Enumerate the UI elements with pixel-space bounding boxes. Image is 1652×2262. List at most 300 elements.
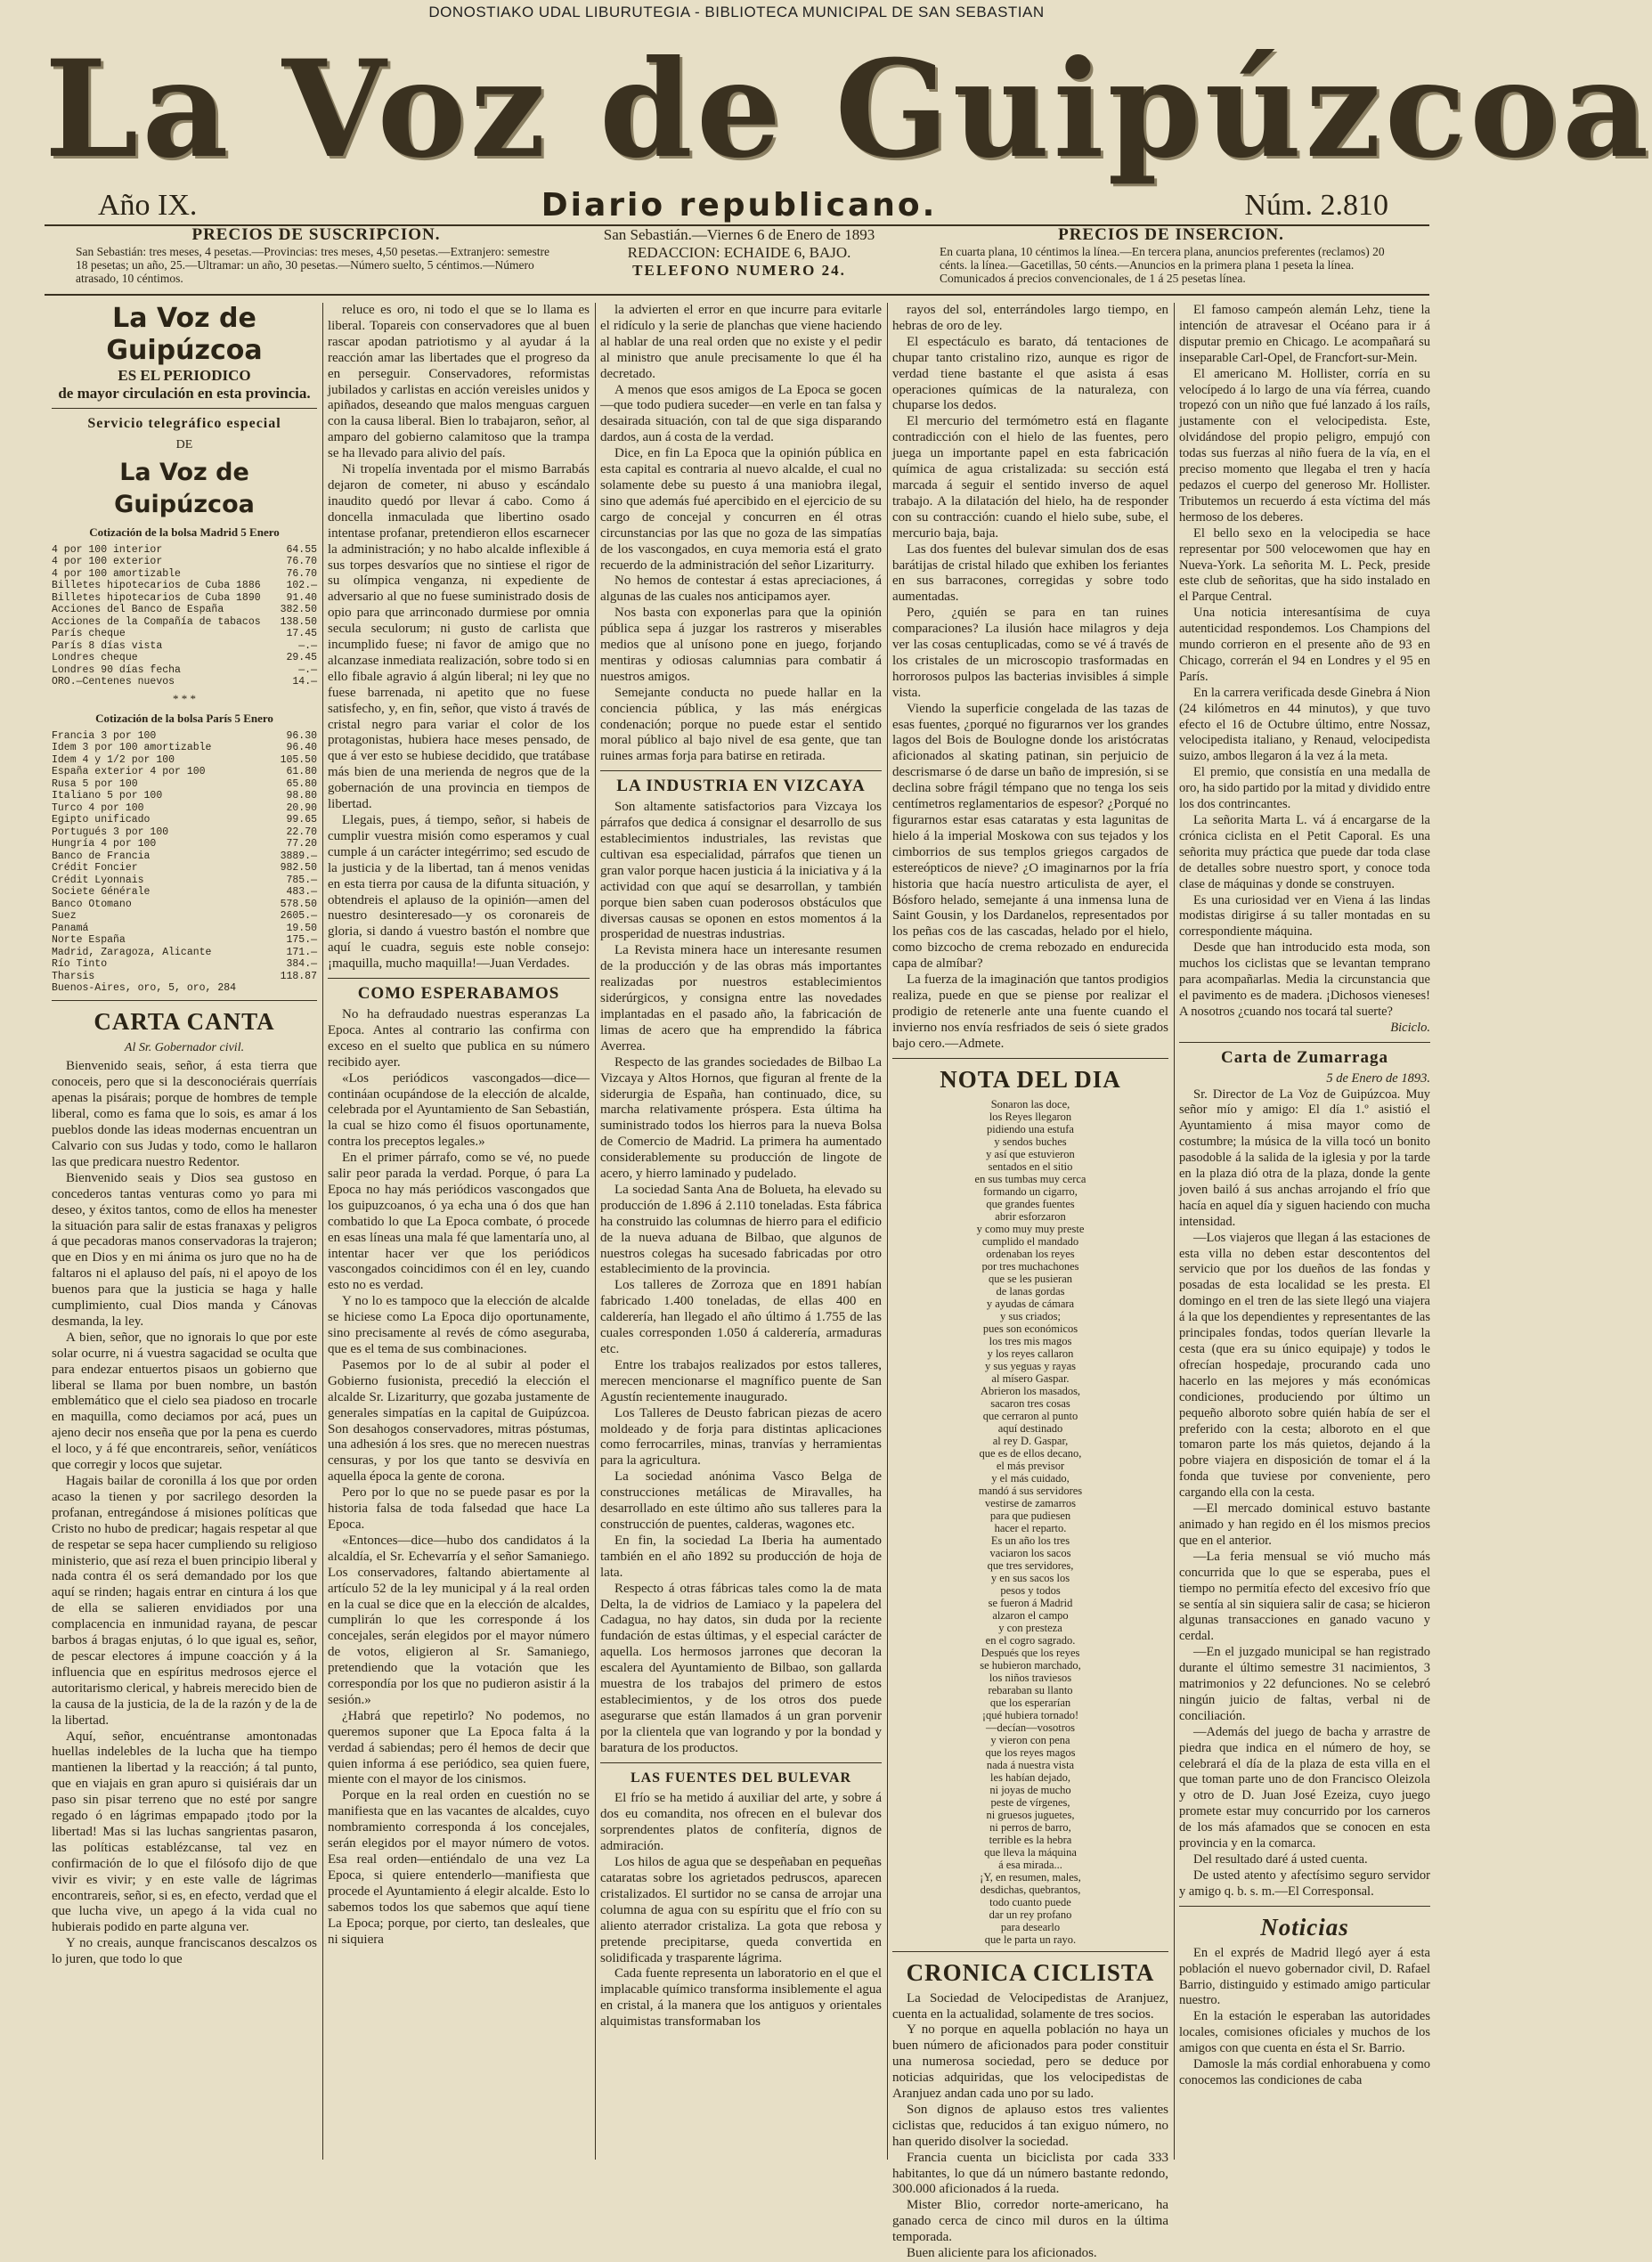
market-row: [52, 730, 317, 743]
market-value: 102.—: [286, 580, 317, 592]
paragraph: pues son económicos: [982, 1322, 1078, 1335]
paris-market-table: [52, 730, 317, 995]
market-value: 982.50: [280, 862, 317, 875]
market-value: 17.45: [286, 628, 317, 640]
paragraph: Después que los reyes: [981, 1646, 1080, 1659]
paragraph: Respecto de las grandes sociedades de Bilbao La Vizcaya y Altos Hornos, que figuran al frente de la siderurgia de España, han continuado, dice, su marcha relativamente próspera. Esta última ha suministrado todos los hierros para la nueva Bolsa de Comercio de Madrid. La primera ha aumentado considerablemente su producción de lingote de acero, y hierro laminado y pudelado.: [600, 1054, 882, 1182]
paragraph: y con presteza: [998, 1621, 1062, 1634]
market-row: [52, 766, 317, 778]
paragraph: aquí destinado: [997, 1421, 1063, 1435]
market-label: Norte España: [52, 934, 126, 947]
market-label: ORO.—Centenes nuevos: [52, 676, 175, 688]
paragraph: Es una curiosidad ver en Viena á las lindas modistas dirigirse á su taller montadas en su correspondiente máquina.: [1179, 892, 1430, 940]
paragraph: desdichas, quebrantos,: [980, 1883, 1081, 1896]
market-label: Banco Otomano: [52, 898, 132, 910]
market-row: [52, 875, 317, 887]
market-label: París 8 días vista: [52, 639, 163, 652]
industria-title: LA INDUSTRIA EN VIZCAYA: [616, 777, 866, 796]
market-row: [52, 838, 317, 850]
paragraph: En la carrera verificada desde Ginebra á Nion (24 kilómetros en 44 minutos), y que tuvo efecto el 16 de Octubre último, entre Nossaz, velocipedista italiano, y Renaud, velocipedista suizo, ambos llegaron á la vez á la meta.: [1179, 685, 1430, 764]
masthead-subtitle: Diario republicano.: [541, 187, 938, 224]
divider: [328, 978, 590, 979]
paragraph: Bienvenido seais, señor, á esta tierra que conoceis, pero que si la desconociérais querríais apenas la pisárais; porque de hombres de temple liberal, como es fama que lo sois, es amar á los pueblos donde las ideas modernas encuentran un Calvario con sus Judas y todo, como le hallaron las que predicara nuestro Redentor.: [52, 1059, 317, 1169]
paragraph: los tres mis magos: [989, 1334, 1072, 1347]
paragraph: De usted atento y afectísimo seguro servidor y amigo q. b. s. m.—El Corresponsal.: [1179, 1867, 1430, 1899]
market-row: [52, 628, 317, 640]
paragraph: A menos que esos amigos de La Epoca se gocen—que todo pudiera suceder—en verle en tan falsa y desairada situación, con tal de que siga disparando dardos, aun á costa de la verdad.: [600, 382, 882, 445]
divider: [1179, 1906, 1430, 1907]
market-label: Billetes hipotecarios de Cuba 1890: [52, 591, 261, 604]
redaccion-address: REDACCION: ECHAIDE 6, BAJO.: [627, 244, 851, 261]
paragraph: —El mercado dominical estuvo bastante animado y han regido en él los mismos precios que en el anterior.: [1179, 1501, 1430, 1548]
paragraph: y ayudas de cámara: [986, 1297, 1075, 1310]
market-label: 4 por 100 exterior: [52, 556, 163, 568]
insertion-text: En cuarta plana, 10 céntimos la línea.—En tercera plana, anuncios preferentes (reclamos) 20 cénts. la línea.—Gacetillas, 50 cénts.—Anuncios en la primera plana 1 peseta la línea. Comunicados á precios convencionales, de 1 á 25 pesetas línea.: [940, 245, 1385, 285]
market-row: [52, 958, 317, 971]
paragraph: que le parta un rayo.: [984, 1932, 1077, 1946]
paragraph: —Los viajeros que llegan á las estaciones de esta villa no deben estar descontentos del servicio que por los dueños de las fondas y posadas de esta localidad se les presta. El domingo en el tren de las siete llegó una viajera á la que los dependientes y representantes de las principales fondas, todos querían llevarle la cesta (que era su único equipaje) y todos le ofrecían hospedaje, procurando cada uno hacerlo en las mejores y más económicas condiciones, produciendo por último un pequeño alboroto sobre quién había de ser el preferido con la cesta; alboroto en el que tomaron parte los más quietos, dejando á la pobre viajera en disposición de tomar el á la fonda que tuviese por conveniente, pero cargando ella con la cesta.: [1179, 1230, 1430, 1501]
market-value: 77.20: [286, 838, 317, 850]
paragraph: Los Talleres de Deusto fabrican piezas de acero moldeado y de forja para distintas aplicaciones como ferrocarriles, minas, tranvías y herramientas para la agricultura.: [600, 1405, 882, 1469]
market-value: 14.—: [292, 676, 317, 688]
market-row: [52, 742, 317, 754]
carta-canta-title: CARTA CANTA: [94, 1007, 275, 1035]
fuentes-continued: [892, 303, 1168, 1053]
market-label: Madrid, Zaragoza, Alicante: [52, 946, 212, 958]
market-label: 4 por 100 amortizable: [52, 567, 181, 580]
market-row: [52, 790, 317, 802]
paragraph: Cada fuente representa un laboratorio en el que el implacable químico transforma insiblemente el agua en cristal, á la manera que los antiguos y orientales alquimistas transformaban los: [600, 1966, 882, 2030]
market-label: Buenos-Aires, oro, 5, oro, 284: [52, 982, 237, 995]
paragraph: Aquí, señor, encuéntranse amontonadas huellas indelebles de la lucha que ha tiempo mantienen la libertad y la reacción; á tal punto, que en viajais en gran apuro si quisiérais dar un paso sin pisar terreno que no esté por sangre regado ó en lágrimas empapado ¡todo por la libertad! Mas si las luchas sangrientas pasaron, las políticas establézcanse, tal vez en confirmación de lo que el filósofo dijo de que vivir es vivir; y en este valle de lágrimas encontrareis, señor, si es, en efecto, verdad que el que lucha vive, un apego á la vida cual no hubierais podido en parte alguna ver.: [52, 1729, 317, 1935]
paragraph: Dice, en fin La Epoca que la opinión pública en esta capital es contraria al nuevo alcalde, el cual no solamente debe su puesto á una maniobra ilegal, sino que además fué apercibido en el ejercicio de su cargo de concejal y concurren en él otras circunstancias por las que no goza de las simpatías de los vascongados, en cuya memoria está el grato recuerdo de la administración del señor Lizariturry.: [600, 446, 882, 573]
paragraph: nada á nuestra vista: [986, 1758, 1075, 1771]
paragraph: sentados en el sitio: [988, 1159, 1073, 1173]
market-label: Londres 90 días fecha: [52, 663, 181, 676]
paragraph: El premio, que consistía en una medalla de oro, ha sido partido por la mitad y dividido entre los dos contrincantes.: [1179, 765, 1430, 812]
place-date: San Sebastián.—Viernes 6 de Enero de 1893: [603, 226, 875, 243]
paragraph: Francia cuenta un biciclista por cada 333 habitantes, lo que dá un número bastante redondo, 300.000 aficionados á la rueda.: [892, 2150, 1168, 2197]
paragraph: «Los periódicos vascongados—dice—contináan ocupándose de la elección de alcalde, celebrada por el Ayuntamiento de San Sebastián, la cual se hizo como él fisuos oportunamente, contra los preceptos legales.»: [328, 1070, 590, 1150]
paragraph: el más previsor: [996, 1459, 1065, 1472]
market-label: Banco de Francia: [52, 850, 151, 862]
market-label: Egipto unificado: [52, 814, 151, 826]
paragraph: en sus tumbas muy cerca: [974, 1172, 1086, 1185]
column-4: [892, 303, 1168, 2261]
telegraph-title: Servicio telegráfico especial: [87, 416, 281, 431]
market-value: 64.55: [286, 543, 317, 556]
column-separator: [595, 303, 596, 2160]
paragraph: en el cogro sagrado.: [985, 1633, 1076, 1647]
subscription-text: San Sebastián: tres meses, 4 pesetas.—Provincias: tres meses, 4,50 pesetas.—Extranjero: semestre 18 pesetas; un año, 25.—Ultramar: un año, 30 pesetas.—Número suelto, 5 céntimos.—Número atrasado, 10 céntimos.: [76, 245, 549, 285]
paragraph: abrir esforzaron: [995, 1209, 1066, 1223]
paragraph: que los esperarían: [989, 1696, 1071, 1709]
paragraph: que grandes fuentes: [986, 1197, 1075, 1210]
market-label: Rusa 5 por 100: [52, 777, 138, 790]
paragraph: á esa mirada...: [998, 1858, 1062, 1871]
paragraph: Desde que han introducido esta moda, son muchos los ciclistas que se levantan temprano para acompañarlas. Media la circunstancia que el pavimento es de madera. ¡Dichosos vieneses! A nosotros ¿cuando nos tocará tal suerte?: [1179, 940, 1430, 1019]
paragraph: rebaraban su llanto: [988, 1683, 1073, 1696]
paragraph: y sus yeguas y rayas: [984, 1359, 1077, 1372]
paragraph: y así que estuvieron: [986, 1147, 1075, 1160]
market-label: Tharsis: [52, 970, 95, 982]
paragraph: Son dignos de aplauso estos tres valientes ciclistas que, reducidos á tan exiguo número, no han querido disolver la sociedad.: [892, 2102, 1168, 2149]
market-label: 4 por 100 interior: [52, 543, 163, 556]
paragraph: La sociedad anónima Vasco Belga de construcciones metálicas de Miravalles, ha desarrollado en este último año sus talleres para la construcción de puentes, calderas, wagones etc.: [600, 1469, 882, 1532]
market-value: 578.50: [280, 898, 317, 910]
paragraph: A bien, señor, que no ignorais lo que por este solar ocurre, ni á vuestra sagacidad se oculta que para endezar entuertos pisaos un gobierno que liberal se llama por buen nombre, un bastón emblemático que el cielo sea piadoso en trocarle en maquilla, como deciamos por acá, pues un ajeno decir nos enseña que por la pena es cuerdo el loco, y á fé que encontrareis, señor, veníáticos que corregir y locos que sujetar.: [52, 1330, 317, 1473]
market-row: [52, 568, 317, 581]
market-label: Crédit Lyonnais: [52, 874, 144, 886]
paragraph: que es de ellos decano,: [979, 1446, 1082, 1460]
market-row: [52, 778, 317, 791]
market-label: Acciones del Banco de España: [52, 604, 224, 616]
paragraph: y los reyes callaron: [987, 1347, 1074, 1360]
market-row: [52, 971, 317, 983]
paragraph: y sus criados;: [999, 1309, 1062, 1322]
paragraph: ni perros de barro,: [989, 1820, 1071, 1834]
market-label: Crédit Foncier: [52, 862, 138, 875]
market-value: —.—: [298, 639, 317, 652]
market-label: Río Tinto: [52, 958, 108, 971]
paragraph: alzaron el campo: [992, 1608, 1069, 1622]
market-value: 98.80: [286, 790, 317, 802]
market-row: [52, 934, 317, 947]
paragraph: y como muy muy preste: [976, 1222, 1085, 1235]
paragraph: y sendos buches: [994, 1135, 1067, 1148]
market-value: 76.70: [286, 556, 317, 568]
paragraph: ¿Habrá que repetirlo? No podemos, no queremos suponer que La Epoca falta á la verdad á sabiendas; pero él hemos de decir que quien informa á ese periódico, sea quien fuere, miente con el mayor de los cinismos.: [328, 1708, 590, 1787]
cronica-ciclista-title: CRONICA CICLISTA: [906, 1958, 1155, 1986]
market-value: 61.80: [286, 766, 317, 778]
noticias-body: [1179, 1946, 1430, 2089]
market-label: Francia 3 por 100: [52, 729, 157, 742]
column-2: [328, 303, 590, 2164]
paragraph: «Entonces—dice—hubo dos candidatos á la alcaldía, el Sr. Echevarría y el señor Samaniego. Los conservadores, faltando abiertamente al artículo 52 de la ley municipal y á la real orden en la cual se dice que en la elección de alcaldes, cumplirán lo que les corresponde á los concejales, serán elegidos por el mayor número de votos, eligieron al Sr. Samaniego, pretendiendo que la votación que les correspondía por los que no pudieron asistir á la sesión.»: [328, 1533, 590, 1707]
paragraph: En el primer párrafo, como se vé, no puede salir peor parada la verdad. Porque, ó para La Epoca no hay más periódicos vascongados que los guipuzcoanos, ó ya echa una ó dos que han combatido lo que La Epoca combate, ó procede en esas líneas una mala fé que lamentaría uno, al intentar hacer ver que los periódicos vascongados coincidimos con él en ley, cuando esto no es verdad.: [328, 1151, 590, 1293]
market-value: 382.50: [280, 604, 317, 616]
market-value: 2605.—: [280, 910, 317, 923]
paragraph: —En el juzgado municipal se han registrado durante el último semestre 31 nacimientos, 3 matrimonios y 22 defunciones. No se celebró ningún juicio de faltas, verbal ni de conciliación.: [1179, 1645, 1430, 1723]
paragraph: Hagais bailar de coronilla á los que por orden acaso la tienen y por sacrilego desorden la profanan, entregándose á misiones políticas que Cristo no hubo de predicar; hagais respetar al que de respetar se sepa hacer cumpliendo su religioso ministerio, que así reza el buen principio liberal y nada contra él os será demandado por los que aquí se rinden; hagais entrar en cintura á los que de ella se salieren envidiados por una complacencia en inmunidad rayana, de pescar barbos á bragas enjutas, ó lo que igual es, señor, de pescar electores á impune coacción y á la influencia que en espíritus medrosos ejerce el autoritarismo clerical, y habreis merecido bien de la causa de la justicia, de la de la razón y de la de la libertad.: [52, 1474, 317, 1728]
paragraph: El famoso campeón alemán Lehz, tiene la intención de atravesar el Océano para ir á disputar premio en Chicago. Le acompañará su inseparable Carl-Opel, de Francfort-sur-Mein.: [1179, 303, 1430, 365]
paragraph: Damosle la más cordial enhorabuena y como conocemos las condiciones de caba: [1179, 2057, 1430, 2087]
paragraph: al mísero Gaspar.: [991, 1371, 1070, 1385]
paragraph: se hubieron marchado,: [980, 1658, 1081, 1672]
insertion-prices: [940, 225, 1403, 285]
market-value: 65.80: [286, 777, 317, 790]
paragraph: que los reyes magos: [985, 1745, 1076, 1759]
market-row: [52, 616, 317, 629]
column-3: [600, 303, 882, 2164]
paragraph: y vieron con pena: [990, 1733, 1070, 1746]
paragraph: que lleva la máquina: [984, 1845, 1077, 1859]
ad-line-1: ES EL PERIODICO: [118, 367, 251, 384]
paragraph: y el más cuidado,: [991, 1471, 1070, 1485]
paragraph: Entre los trabajos realizados por estos talleres, merecen mencionarse el magnífico puente de San Agustín recientemente inaugurado.: [600, 1357, 882, 1404]
como-esperabamos-title: COMO ESPERABAMOS: [357, 984, 560, 1004]
market-row: [52, 826, 317, 839]
paragraph: Llegais, pues, á tiempo, señor, si habeis de cumplir vuestra misión como esperamos y cual cumple á un carácter integérrimo; sed escudo de la justicia y de la libertad, tan á menos venidas en esta tierra por causa de la difunta situación, y obtendreis el aplauso de la opinión—amen del nuestro desinteresado—y os coronareis de gloria, si dando á vuestro bastón el nombre que aquí le cuadra, seguis este noble consejo: ¡maquilla, mucho maquilla!—Juan Verdades.: [328, 813, 590, 972]
column-separator: [1174, 303, 1175, 2160]
paragraph: El americano M. Hollister, corría en su velocípedo á lo largo de una vía férrea, cuando tropezó con un niño que fué lanzado á los raíls, justamente con el velocipedista. Este, olvidándose del propio peligro, empujó con todas sus fuerzas al niño fuera de la vía, en el preciso momento que llegaba el tren y hacía pedazos el cuerpo del generoso Mr. Hollister. Tributemos un recuerdo á esta víctima del más hermoso de los deberes.: [1179, 366, 1430, 525]
paragraph: para desearlo: [1000, 1920, 1061, 1933]
market-row: [52, 850, 317, 863]
market-row: [52, 982, 317, 995]
market-label: Turco 4 por 100: [52, 801, 144, 814]
market-row: [52, 652, 317, 664]
paragraph: Pero, ¿quién se para en tan ruines comparaciones? La ilusión hace milagros y deja ver las cosas centuplicadas, como se vé á través de los cristales de un microscopio trasformadas en horrorosos pulpos las bacterias invisibles á simple vista.: [892, 606, 1168, 700]
paragraph: Mister Blio, corredor norte-americano, ha ganado cerca de cinco mil duros en la última temporada.: [892, 2198, 1168, 2245]
paragraph: La fuerza de la imaginación que tantos prodigios realiza, puede en que se piense por realizar el prodigio de retenerle ante una fuente cuando el invierno nos envía resfriados de seis ó siete grados bajo cero.—Admete.: [892, 972, 1168, 1051]
divider: [52, 1000, 317, 1001]
cronica-signature: Biciclo.: [1390, 1020, 1430, 1035]
market-label: Societe Générale: [52, 886, 151, 899]
cronica-ciclista-body: [892, 1991, 1168, 2262]
paragraph: Son altamente satisfactorios para Vizcaya los párrafos que dedica á consignar el desarrollo de sus establecimientos industriales, las revistas que cultivan esa especialidad, párrafos que tienen un gran valor porque hacen justicia á la iniciativa y á la actividad con que aquí se desarrollan, y también porque bien saben cuan poderosos obstáculos que diversas causas se oponen en estos momentos á la prosperidad de nuestras industrias.: [600, 800, 882, 942]
cronica-ciclista-continued: [1179, 303, 1430, 1021]
nota-del-dia-poem: [892, 1098, 1168, 1946]
madrid-market-table: [52, 544, 317, 688]
carta-canta-body: [52, 1059, 317, 1968]
market-value: —.—: [298, 663, 317, 676]
paris-market-title: Cotización de la bolsa París 5 Enero: [95, 711, 273, 725]
market-label: Idem 3 por 100 amortizable: [52, 742, 212, 754]
paragraph: ni joyas de mucho: [989, 1783, 1071, 1796]
telegraph-paper: La Voz de Guipúzcoa: [114, 458, 255, 518]
insertion-title: PRECIOS DE INSERCION.: [1058, 225, 1284, 244]
paragraph: pesos y todos: [1000, 1583, 1061, 1597]
paragraph: El espectáculo es barato, dá tentaciones de chupar tanto cristalino rizo, aunque es rigor de verdad tiene bastante el que asista á esas operaciones químicas de la naturaleza, con chuparse los dedos.: [892, 334, 1168, 413]
market-value: 29.45: [286, 652, 317, 664]
market-value: 3889.—: [280, 850, 317, 862]
paragraph: los niños traviesos: [989, 1671, 1072, 1684]
paragraph: los Reyes llegaron: [989, 1110, 1072, 1123]
paragraph: y en sus sacos los: [990, 1571, 1070, 1584]
paragraph: Pero por lo que no se puede pasar es por la historia falsa de toda falsedad que hace La Epoca.: [328, 1485, 590, 1532]
paragraph: mandó á sus servidores: [978, 1484, 1083, 1497]
market-row: [52, 664, 317, 677]
telephone-number: TELEFONO NUMERO 24.: [632, 262, 846, 279]
nota-del-dia-title: NOTA DEL DIA: [940, 1065, 1121, 1093]
paragraph: rayos del sol, enterrándoles largo tiempo, en hebras de oro de ley.: [892, 303, 1168, 333]
paragraph: El mercurio del termómetro está en flagante contradicción con el hielo de las fuentes, pero juega un importante papel en esta fabricación química de agua cristalizada: su sección está marcada á seguir el sentido inverso de aquel trabajo. A la dilatación del hielo, ha de responder con su contracción: cuando el hielo sube, sube, el mercurio baja, baja.: [892, 414, 1168, 541]
market-value: 20.90: [286, 801, 317, 814]
market-row: [52, 886, 317, 899]
market-value: 384.—: [286, 958, 317, 971]
subscription-prices: [76, 225, 557, 285]
paragraph: El bello sexo en la velocipedia se hace representar por 500 velocewomen que hay en Nueva-York. La señorita M. L. Peck, preside este club de señoritas, que ha sido instalado en el Parque Central.: [1179, 525, 1430, 605]
paragraph: vestirse de zamarros: [984, 1496, 1077, 1509]
paragraph: —Además del juego de bacha y arrastre de piedra que indica en el número de hoy, se celebrará el día de la plaza de esta villa en el que toman parte uno de don Francisco Oleizola y otro de D. Juan José Ezeiza, cuyo juego promete estar muy concurrido por los carneros de los más afamados que se conocen en esta provincia y en la comarca.: [1179, 1724, 1430, 1851]
paragraph: cumplido el mandado: [981, 1234, 1079, 1248]
paragraph: Las dos fuentes del bulevar simulan dos de esas barátijas de cristal hilado que exhiben los feriantes en sus barracones, corregidas y sobre todo aumentadas.: [892, 541, 1168, 605]
noticias-title: Noticias: [1260, 1913, 1349, 1941]
year-label: Año IX.: [98, 189, 198, 222]
market-label: Billetes hipotecarios de Cuba 1886: [52, 580, 261, 592]
paragraph: peste de vírgenes,: [990, 1795, 1070, 1809]
paragraph: ¡qué hubiera tornado!: [981, 1708, 1079, 1721]
paragraph: les habían dejado,: [990, 1770, 1070, 1784]
paragraph: El frío se ha metido á auxiliar del arte, y sobre á dos eu comandita, nos ofrecen en el bulevar dos sorprendentes platos de confitería, dignos de admiración.: [600, 1791, 882, 1854]
paragraph: La sociedad Santa Ana de Bolueta, ha elevado su producción de 1.896 á 2.110 toneladas. Esta fábrica ha construido las columnas de hierro para el edificio de la nueva aduana de Bilbao, que algunos de nuestros colegas ha sucesado fabricadas por otro establecimiento de la provincia.: [600, 1182, 882, 1277]
paragraph: Y no porque en aquella población no haya un buen número de aficionados para poder constituir una numerosa sociedad, pero se deduce por noticias adquiridas, que los velocipedistas de Aranjuez andan cada uno por su lado.: [892, 2022, 1168, 2102]
paragraph: al rey D. Gaspar,: [992, 1434, 1069, 1447]
madrid-market-title: Cotización de la bolsa Madrid 5 Enero: [89, 525, 280, 539]
market-row: [52, 910, 317, 923]
carta-dedication: Al Sr. Gobernador civil.: [124, 1040, 245, 1054]
paragraph: que cerraron al punto: [982, 1409, 1078, 1422]
paragraph: Los talleres de Zorroza que en 1891 habían fabricado 1.400 toneladas, de ellas 400 en calderería, han llegado el año último á 1.755 de las cuales corresponden 1.050 á calderería, armaduras etc.: [600, 1278, 882, 1356]
paragraph: Bienvenido seais y Dios sea gustoso en concederos tantas venturas como yo para mi deseo, y éxitos tantos, como de ellos ha menester la situación para salir de estas franaxas y peligros á que pecadoras manos conservadoras la trajeron; que en Dios y en mi ánima os juro que no ha de faltaros ni el aplauso del país, ni el apoyo de los buenos para que la justicia se haga y halle cumplimiento, cual Dios manda y Cánovas desmanda, la ley.: [52, 1170, 317, 1329]
divider: [892, 1951, 1168, 1952]
paragraph: por tres muchachones: [981, 1259, 1079, 1273]
paragraph: para que pudiesen: [989, 1509, 1071, 1522]
paragraph: No hemos de contestar á estas apreciaciones, á algunas de las cuales nos anticipamos ayer.: [600, 574, 882, 605]
market-value: 19.50: [286, 922, 317, 934]
paragraph: Es un año los tres: [990, 1534, 1070, 1547]
fuentes-title: LAS FUENTES DEL BULEVAR: [630, 1770, 852, 1786]
market-label: Acciones de la Compañía de tabacos: [52, 615, 261, 628]
paragraph: que tres servidores,: [987, 1558, 1074, 1572]
paragraph: Porque en la real orden en cuestión no se manifiesta que en las vacantes de alcaldes, cuyo nombramiento corresponda á los concejales, serán elegidos por el mayor número de votos. Esa real orden—entiéndalo de una vez La Epoca, si quiere entenderlo—manifiesta que procede el Ayuntamiento á elegir alcalde. Esto lo sabemos todos los que sabemos que aquí tiene La Epoca; porque, por cierto, tan desleales, que ni siquiera: [328, 1788, 590, 1947]
market-row: [52, 556, 317, 568]
paragraph: Semejante conducta no puede hallar en la conciencia pública, y las más enérgicas condenación; porque no puede estar el sentido moral público al bajo nivel de esa gente, que tan ruines armas forja para batirse en retirada.: [600, 685, 882, 764]
paragraph: Viendo la superficie congelada de las tazas de esas fuentes, ¿porqué no figurarnos ver los grandes lagos del Bois de Boulogne donde los aristócratas aficionados al skating patinan, sin perjuicio de descrismarse ó de darse un baño de impresión, si se declina sobre frágil témpano que no tenga los seis centímetros reglamentarios de espesor? ¿Porqué no figurarnos estar esas cataratas y esta lagunitas de hielo á la imperial Moskowa con sus tejados y los cimborrios de sus templos griegos cargados de estereópticos de nieve? ¿O imaginarnos por la fría historia que hacía nuestro articulista de ayer, el Bósforo helado, semejante á una inmensa luna de Saint Gousin, y los Dardanelos, representados por los peñas cos de las cascadas, helado por el hielo, como bizcocho de crema rebozado en endurecida capa de almíbar?: [892, 701, 1168, 972]
paragraph: Una noticia interesantísima de cuya autenticidad respondemos. Los Champions del mundo corrieron en el presente año de 93 en Chicago, correrán el 94 en Londres y el 95 en París.: [1179, 606, 1430, 684]
market-value: 175.—: [286, 934, 317, 947]
divider: [600, 1762, 882, 1763]
market-value: 22.70: [286, 826, 317, 838]
paragraph: la advierten el error en que incurre para evitarle el ridículo y la serie de planchas que viene haciendo al hablar de una real orden que no existe y el pedir al ministro que anule precisamente lo que él ha decretado.: [600, 303, 882, 381]
paragraph: hacer el reparto.: [994, 1521, 1067, 1534]
paragraph: sacaron tres cosas: [990, 1396, 1070, 1410]
market-row: [52, 899, 317, 911]
paragraph: terrible es la hebra: [989, 1833, 1072, 1846]
paragraph: —decían—vosotros: [986, 1721, 1075, 1734]
carta-canta-continued: [328, 303, 590, 972]
market-value: 91.40: [286, 591, 317, 604]
market-row: [52, 754, 317, 767]
paragraph: Sonaron las doce,: [990, 1097, 1070, 1111]
masthead-title: La Voz de Guipúzcoa: [45, 31, 1652, 188]
paragraph: reluce es oro, ni todo el que se lo llama es liberal. Topareis con conservadores que al buen rascar apodan patriotismo y al ayudar á la reacción amar las libertades que el progreso da en perseguir. Conservadores, reformistas jubilados y carlistas en acción vereisles unidos y apiñados, deseando que malos menguas carguen con la causa liberal. Bien lo trabajaron, señor, al amparo del gobierno calamitoso que la trampa se ha llevado para alivio del país.: [328, 303, 590, 461]
market-label: Hungría 4 por 100: [52, 838, 157, 850]
divider: [52, 408, 317, 409]
market-value: 99.65: [286, 814, 317, 826]
paragraph: No ha defraudado nuestras esperanzas La Epoca. Antes al contrario las confirma con exceso en el suelto que publica en su número recibido ayer.: [328, 1006, 590, 1070]
market-value: 138.50: [280, 615, 317, 628]
market-value: 96.30: [286, 729, 317, 742]
paragraph: formando un cigarro,: [983, 1184, 1078, 1198]
issue-number: Núm. 2.810: [1244, 189, 1388, 222]
market-label: París cheque: [52, 628, 126, 640]
market-label: Londres cheque: [52, 652, 138, 664]
market-row: [52, 676, 317, 688]
paragraph: se fueron á Madrid: [988, 1596, 1073, 1609]
paragraph: Pasemos por lo de al subir al poder el Gobierno fusionista, precedió la elección el alcalde Sr. Lizariturry, que gozaba justamente de generales simpatías en la capital de Guipúzcoa. Son desahogos conservadores, mitras póstumas, una adhesión á los sres. que no merecen nuestras censuras, y por los que tanto se desvivía en aquella época la gente de corona.: [328, 1357, 590, 1485]
paragraph: Buen aliciente para los aficionados.: [907, 2246, 1097, 2261]
column-separator: [322, 303, 323, 2160]
zumarraga-body: [1179, 1087, 1430, 1900]
paragraph: La Sociedad de Velocipedistas de Aranjuez, cuenta en la actualidad, solamente de tres socios.: [892, 1990, 1168, 2022]
ad-title: La Voz de Guipúzcoa: [106, 303, 263, 366]
paragraph: La señorita Marta L. vá á encargarse de la crónica ciclista en el Petit Caporal. Es una señorita muy práctica que puede dar toda clase de detalles sobre nuestro sport, y conoce toda clase de máquinas y donde se construyen.: [1179, 813, 1430, 891]
market-label: Panamá: [52, 922, 89, 934]
market-row: [52, 923, 317, 935]
paragraph: Respecto á otras fábricas tales como la de mata Delta, la de vidrios de Lamiaco y la papelera del Cadagua, no hay datos, sin duda por la reciente fundación de estas últimas, y el especial carácter de aquella. Los hermosos jarrones que decoran la escalera del Ayuntamiento de Bilbao, son gallarda muestra de los trabajos del primero de estos establecimientos, y de los otros dos puede asegurarse que están llamados á un gran porvenir por la clientela que van logrando y por la bondad y baratura de los productos.: [600, 1581, 882, 1755]
paragraph: dar un rey profano: [989, 1908, 1072, 1921]
paragraph: —La feria mensual se vió mucho más concurrida que lo que se esperaba, pues el tiempo no permitía efecto del excesivo frío que se sentía al sin siquiera salir de casa; se hicieron algunas transacciones en ganado vacuno y cerdal.: [1179, 1549, 1430, 1644]
como-esperabamos-body: [328, 1007, 590, 1948]
market-value: 483.—: [286, 886, 317, 899]
market-value: 105.50: [280, 753, 317, 766]
market-row: [52, 947, 317, 959]
como-esperabamos-continued: [600, 303, 882, 765]
subscription-title: PRECIOS DE SUSCRIPCION.: [191, 225, 441, 244]
paragraph: En el exprés de Madrid llegó ayer á esta población el nuevo gobernador civil, D. Rafael Barrio, distinguido y estimado amigo particular nuestro.: [1179, 1945, 1430, 2008]
paragraph: En la estación le esperaban las autoridades locales, comisiones oficiales y muchos de los amigos con que cuenta en ésta el Sr. Barrio.: [1179, 2009, 1430, 2056]
paragraph: ordenaban los reyes: [986, 1247, 1075, 1260]
market-row: [52, 604, 317, 616]
dateline: [570, 226, 908, 280]
library-header: DONOSTIAKO UDAL LIBURUTEGIA - BIBLIOTECA MUNICIPAL DE SAN SEBASTIAN: [428, 4, 1045, 20]
market-row: [52, 640, 317, 653]
paragraph: vaciaron los sacos: [989, 1546, 1071, 1559]
column-5: [1179, 303, 1430, 2164]
market-row: [52, 592, 317, 605]
industria-body: [600, 800, 882, 1756]
market-value: 96.40: [286, 742, 317, 754]
divider: [600, 770, 882, 771]
market-label: Suez: [52, 910, 77, 923]
paragraph: La Revista minera hace un interesante resumen de la producción y de las obras más importantes realizadas por nuestros establecimientos siderúrgicos, y consigna entre las novedades implantadas en el pasado año, la fabricación de limas de acero que ha emprendido la fábrica Averrea.: [600, 943, 882, 1054]
paragraph: Abrieron los masados,: [980, 1384, 1081, 1397]
paragraph: que se les pusieran: [988, 1272, 1073, 1285]
market-row: [52, 814, 317, 826]
market-value: 785.—: [286, 874, 317, 886]
paragraph: pidiendo una estufa: [987, 1122, 1074, 1135]
market-value: 118.87: [280, 970, 317, 982]
market-label: España exterior 4 por 100: [52, 766, 206, 778]
asterism: * * *: [173, 691, 196, 705]
paragraph: Del resultado daré á usted cuenta.: [1193, 1852, 1368, 1867]
paragraph: Sr. Director de La Voz de Guipúzcoa. Muy señor mío y amigo: El día 1.º asistió el Ayuntamiento á misa mayor como de costumbre; la música de la villa tocó un bonito pasodoble á la salida de la iglesia y por la tarde en la plaza dió otra de la plaza, donde la gente joven bailó á sus anchas arrojando el frío que hacía en aquel día y siguen haciendo con mucha intensidad.: [1179, 1086, 1430, 1229]
market-label: Portugués 3 por 100: [52, 826, 169, 838]
paragraph: ¡Y, en resumen, males,: [980, 1870, 1081, 1884]
market-label: Idem 4 y 1/2 por 100: [52, 753, 175, 766]
column-separator: [887, 303, 888, 2160]
header-bottom-rule: [45, 294, 1429, 296]
paragraph: Y no creais, aunque franciscanos descalzos os lo juren, que todo lo que: [52, 1936, 317, 1967]
ad-line-2: de mayor circulación en esta provincia.: [58, 385, 311, 402]
market-row: [52, 580, 317, 592]
paragraph: Ni tropelía inventada por el mismo Barrabás dejaron de cometer, ni abuso y escándalo inaudito quedó por llevar á cabo. Como á doncella inmaculada que libertino osado intentase profanar, pretendieron ellos escarnecer la administración; y no habo alcalde inflexible á sus torpes desvaríos que no sintiese el rigor de su olímpica venganza, ni expediente de adversario al que no fuese suministrado dosis de opio para que arrinconado durmiese por omnia secula seculorum; ni gusto de carlista que incumplido fuese; ni favor de amigo que no alcanzase inmediata realización, sobre todo si en ello fibale agravio á algún liberal; ni ley que no fuese barrenada, ni apetito que no fuese satisfecho, y, en fin, señor, que visto á través de cristal negro para variar el color de los protagonistas, hubiera hace meses pensado, de que á ver esto se hubiese decidido, que tratábase más bien de una merienda de negros que de la gobernación de una provincia en tiempos de libertad.: [328, 462, 590, 812]
market-value: 76.70: [286, 567, 317, 580]
paragraph: todo cuanto puede: [989, 1895, 1071, 1908]
column-1: [52, 303, 317, 2164]
zumarraga-date: 5 de Enero de 1893.: [1326, 1070, 1430, 1086]
divider: [1179, 1042, 1430, 1043]
zumarraga-title: Carta de Zumarraga: [1221, 1047, 1388, 1067]
fuentes-body: [600, 1791, 882, 2030]
market-row: [52, 802, 317, 815]
paragraph: En fin, la sociedad La Iberia ha aumentado también en el año 1892 su producción de hoja de lata.: [600, 1533, 882, 1580]
market-row: [52, 862, 317, 875]
paragraph: Los hilos de agua que se despeñaban en pequeñas cataratas sobre los agrietados pedruscos, aparecen cristalizados. El surtidor no se cansa de arrojar una columna de agua con su espíritu que el frío con su aliento aterrador cristaliza. La gota que rebosa y pretende precipitarse, queda convertida en solidificada y trasparente lágrima.: [600, 1855, 882, 1965]
paragraph: de lanas gordas: [996, 1284, 1065, 1298]
paragraph: Y no lo es tampoco que la elección de alcalde se hiciese como La Epoca dijo oportunamente, sino precisamente al revés de cómo aseguraba, que es el tema de sus combinaciones.: [328, 1294, 590, 1356]
